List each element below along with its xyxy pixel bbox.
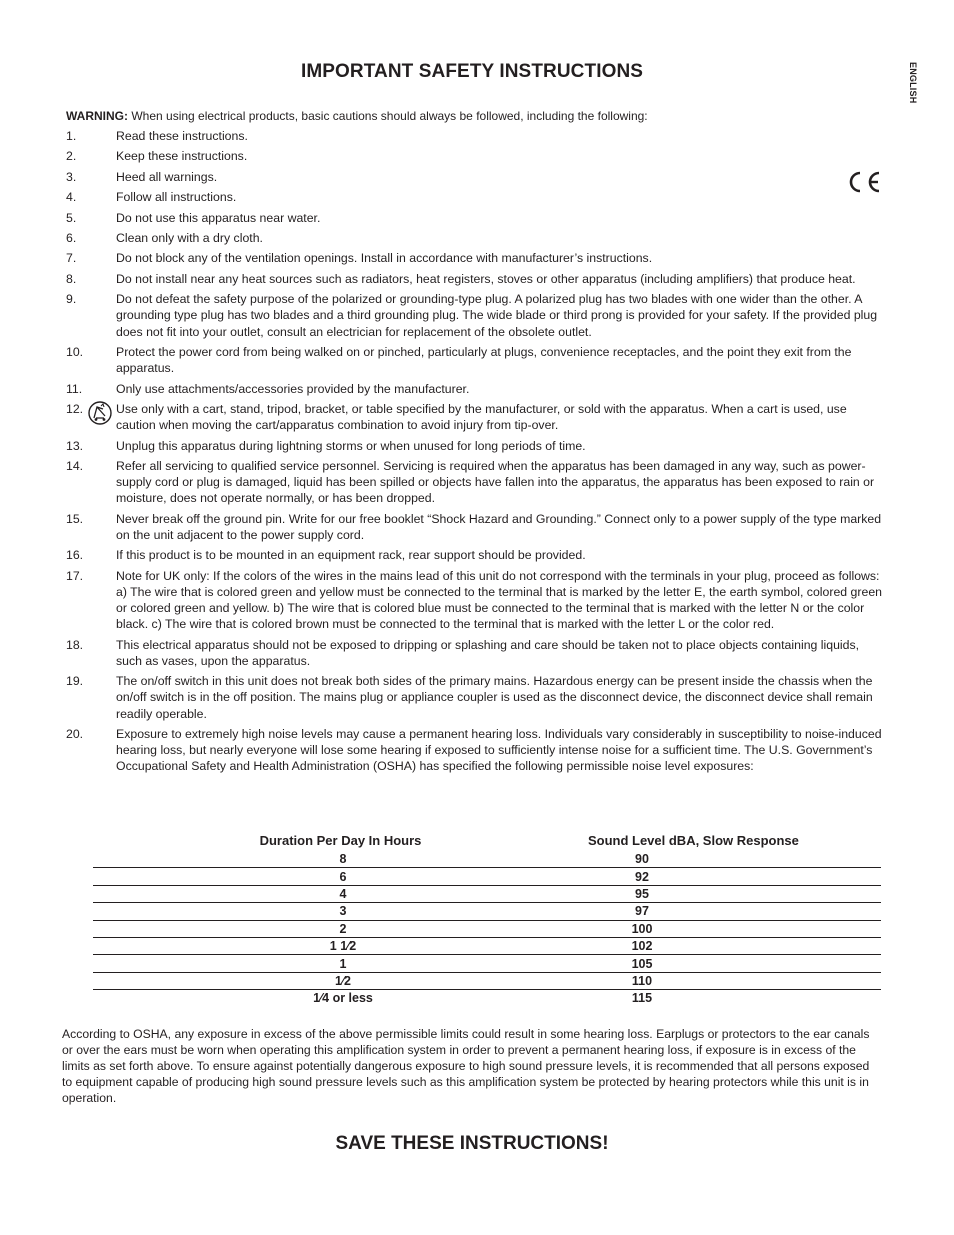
warning-label: WARNING: (66, 109, 128, 123)
item-text: The on/off switch in this unit does not break both sides of the primary mains. Hazardous energy can be present inside the chassis when the on/off switch is in the off position. The mains plug or appliance coupler is used as the disconnect device, the disconnect device shall remain readily operable. (116, 674, 873, 721)
duration-cell: 1⁄4 or less (313, 991, 373, 1006)
item-number: 16. (66, 548, 84, 563)
list-item (66, 148, 886, 164)
duration-cell: 4 (339, 886, 347, 901)
item-number: 18. (66, 637, 84, 652)
duration-cell: 1 (339, 956, 347, 971)
duration-header: Duration Per Day In Hours (259, 832, 422, 848)
item-number: 15. (66, 511, 84, 526)
item-text: Use only with a cart, stand, tripod, bracket, or table specified by the manufacturer, or sold with the apparatus. When a cart is used, use caution when moving the cart/apparatus combination to avoid injury from tip-over. (116, 401, 847, 433)
sound-level-cell: 90 (635, 851, 649, 866)
item-text: Unplug this apparatus during lightning storms or when unused for long periods of time. (116, 438, 586, 453)
list-item (66, 230, 886, 246)
item-text: Do not install near any heat sources such as radiators, heat registers, stoves or other apparatus (including amplifiers) that produce heat. (116, 271, 856, 286)
item-text: Refer all servicing to qualified service personnel. Servicing is required when the apparatus has been damaged in any way, such as power-supply cord or plug is damaged, liquid has been spilled or objects have fallen into the apparatus, the apparatus has been exposed to rain or moisture, does not operate normally, or has been dropped. (116, 458, 875, 506)
list-item (66, 381, 886, 397)
table-row (93, 972, 881, 989)
duration-cell: 6 (339, 869, 347, 884)
noise-exposure-table (93, 830, 881, 1007)
table-row (93, 989, 881, 1006)
warning-text: When using electrical products, basic cautions should always be followed, including the following: (131, 109, 648, 123)
item-text: Heed all warnings. (116, 169, 218, 184)
list-item (66, 210, 886, 226)
item-text: Keep these instructions. (116, 149, 248, 164)
duration-cell: 1 1⁄2 (329, 939, 357, 954)
language-tab: ENGLISH (908, 62, 918, 104)
item-number: 20. (66, 727, 84, 742)
item-number: 8. (66, 271, 77, 286)
item-number: 4. (66, 190, 77, 205)
warning-statement (66, 108, 648, 124)
list-item (66, 291, 886, 340)
duration-cell: 2 (339, 921, 347, 936)
table-header (93, 830, 881, 850)
duration-cell: 3 (339, 904, 347, 919)
instructions-list (66, 128, 886, 779)
sound-level-cell: 110 (631, 973, 653, 988)
item-number: 11. (66, 381, 83, 396)
list-item (66, 511, 886, 543)
table-row (93, 885, 881, 902)
table-row (93, 850, 881, 867)
list-item (66, 128, 886, 144)
item-number: 17. (66, 568, 84, 583)
list-item (66, 547, 886, 563)
sound-level-cell: 92 (635, 869, 649, 884)
item-text: Clean only with a dry cloth. (116, 230, 263, 245)
duration-cell: 8 (339, 851, 347, 866)
item-number: 6. (66, 230, 77, 245)
page-title: IMPORTANT SAFETY INSTRUCTIONS (300, 61, 644, 82)
item-text: Do not defeat the safety purpose of the polarized or grounding-type plug. A polarized plug has two blades with one wider than the other. A grounding type plug has two blades and a third grounding plug. The wide blade or third prong is provided for your safety. If the provided plug does not fit into your outlet, consult an electrician for replacement of the obsolete outlet. (116, 292, 878, 339)
list-item (66, 250, 886, 266)
table-row (93, 954, 881, 971)
item-text: Note for UK only: If the colors of the wires in the mains lead of this unit do not correspond with the terminals in your plug, proceed as follows: a) The wire that is colored green and yellow must be connected to the terminal that is marked by the letter E, the earth symbol, colored green or colored green and yellow. b) The wire that is colored blue must be connected to the terminal that is marked with the letter N or the color black. c) The wire that is colored brown must be connected to the terminal that is marked with the letter L or the color red. (116, 568, 882, 632)
item-text: Exposure to extremely high noise levels may cause a permanent hearing loss. Individuals vary considerably in susceptibility to noise-induced hearing loss, but nearly everyone will lose some hearing if exposed to sufficiently intense noise for a sufficient time. The U.S. Government’s Occupational Safety and Health Administration (OSHA) has specified the following permissible noise level exposures: (116, 727, 882, 774)
sound-level-cell: 105 (631, 956, 653, 971)
item-text: Do not block any of the ventilation openings. Install in accordance with manufacturer’s instructions. (116, 251, 653, 266)
item-number: 13. (66, 438, 84, 453)
sound-level-cell: 95 (635, 886, 649, 901)
item-number: 10. (66, 344, 84, 359)
list-item (66, 271, 886, 287)
item-text: Do not use this apparatus near water. (116, 210, 321, 225)
sound-level-cell: 102 (631, 939, 653, 954)
item-number: 3. (66, 169, 77, 184)
item-number: 12. (66, 401, 84, 416)
list-item (66, 458, 886, 507)
list-item (66, 568, 886, 633)
table-row (93, 937, 881, 954)
list-item (66, 169, 886, 185)
list-item (66, 189, 886, 205)
item-text: Read these instructions. (116, 129, 248, 143)
list-item (66, 637, 886, 669)
list-item (66, 726, 886, 775)
osha-note: According to OSHA, any exposure in excess of the above permissible limits could result in some hearing loss. Earplugs or protectors to the ear canals or over the ears must be worn when operating this amplification system in order to prevent a permanent hearing loss, if exposure is in excess of the limits as set forth above. To ensure against potentially dangerous exposure to high sound pressure levels, it is recommended that all persons exposed to equipment capable of producing high sound pressure levels such as this amplification system be protected by hearing protectors while this unit is in operation. (62, 1027, 870, 1105)
sound-level-cell: 100 (631, 921, 653, 936)
duration-cell: 1⁄2 (335, 973, 351, 988)
item-text: Protect the power cord from being walked on or pinched, particularly at plugs, convenience receptacles, and the point they exit from the apparatus. (116, 344, 852, 376)
item-number: 9. (66, 292, 77, 307)
item-text: Only use attachments/accessories provided by the manufacturer. (116, 381, 470, 396)
cart-tipover-icon (88, 401, 112, 425)
table-row (93, 902, 881, 919)
item-text: If this product is to be mounted in an equipment rack, rear support should be provided. (116, 548, 586, 563)
item-number: 14. (66, 458, 84, 473)
list-item (66, 673, 886, 722)
item-text: Follow all instructions. (116, 190, 237, 205)
item-text: Never break off the ground pin. Write for our free booklet “Shock Hazard and Grounding.” Connect only to a power supply of the type marked on the unit adjacent to the power supply cord. (116, 511, 882, 542)
sound-level-cell: 97 (635, 904, 649, 919)
list-item (66, 344, 886, 376)
table-row (93, 920, 881, 937)
footer-title: SAVE THESE INSTRUCTIONS! (335, 1133, 609, 1154)
list-item (66, 401, 886, 433)
sound-level-cell: 115 (631, 991, 653, 1006)
table-row (93, 867, 881, 884)
item-number: 5. (66, 210, 77, 225)
item-number: 2. (66, 149, 77, 164)
sound-level-header: Sound Level dBA, Slow Response (587, 832, 799, 848)
item-number: 7. (66, 251, 77, 266)
list-item (66, 438, 886, 454)
item-text: This electrical apparatus should not be exposed to dripping or splashing and care should be taken not to place objects containing liquids, such as vases, upon the apparatus. (116, 637, 860, 668)
item-number: 19. (66, 674, 84, 689)
item-number: 1. (66, 129, 77, 143)
